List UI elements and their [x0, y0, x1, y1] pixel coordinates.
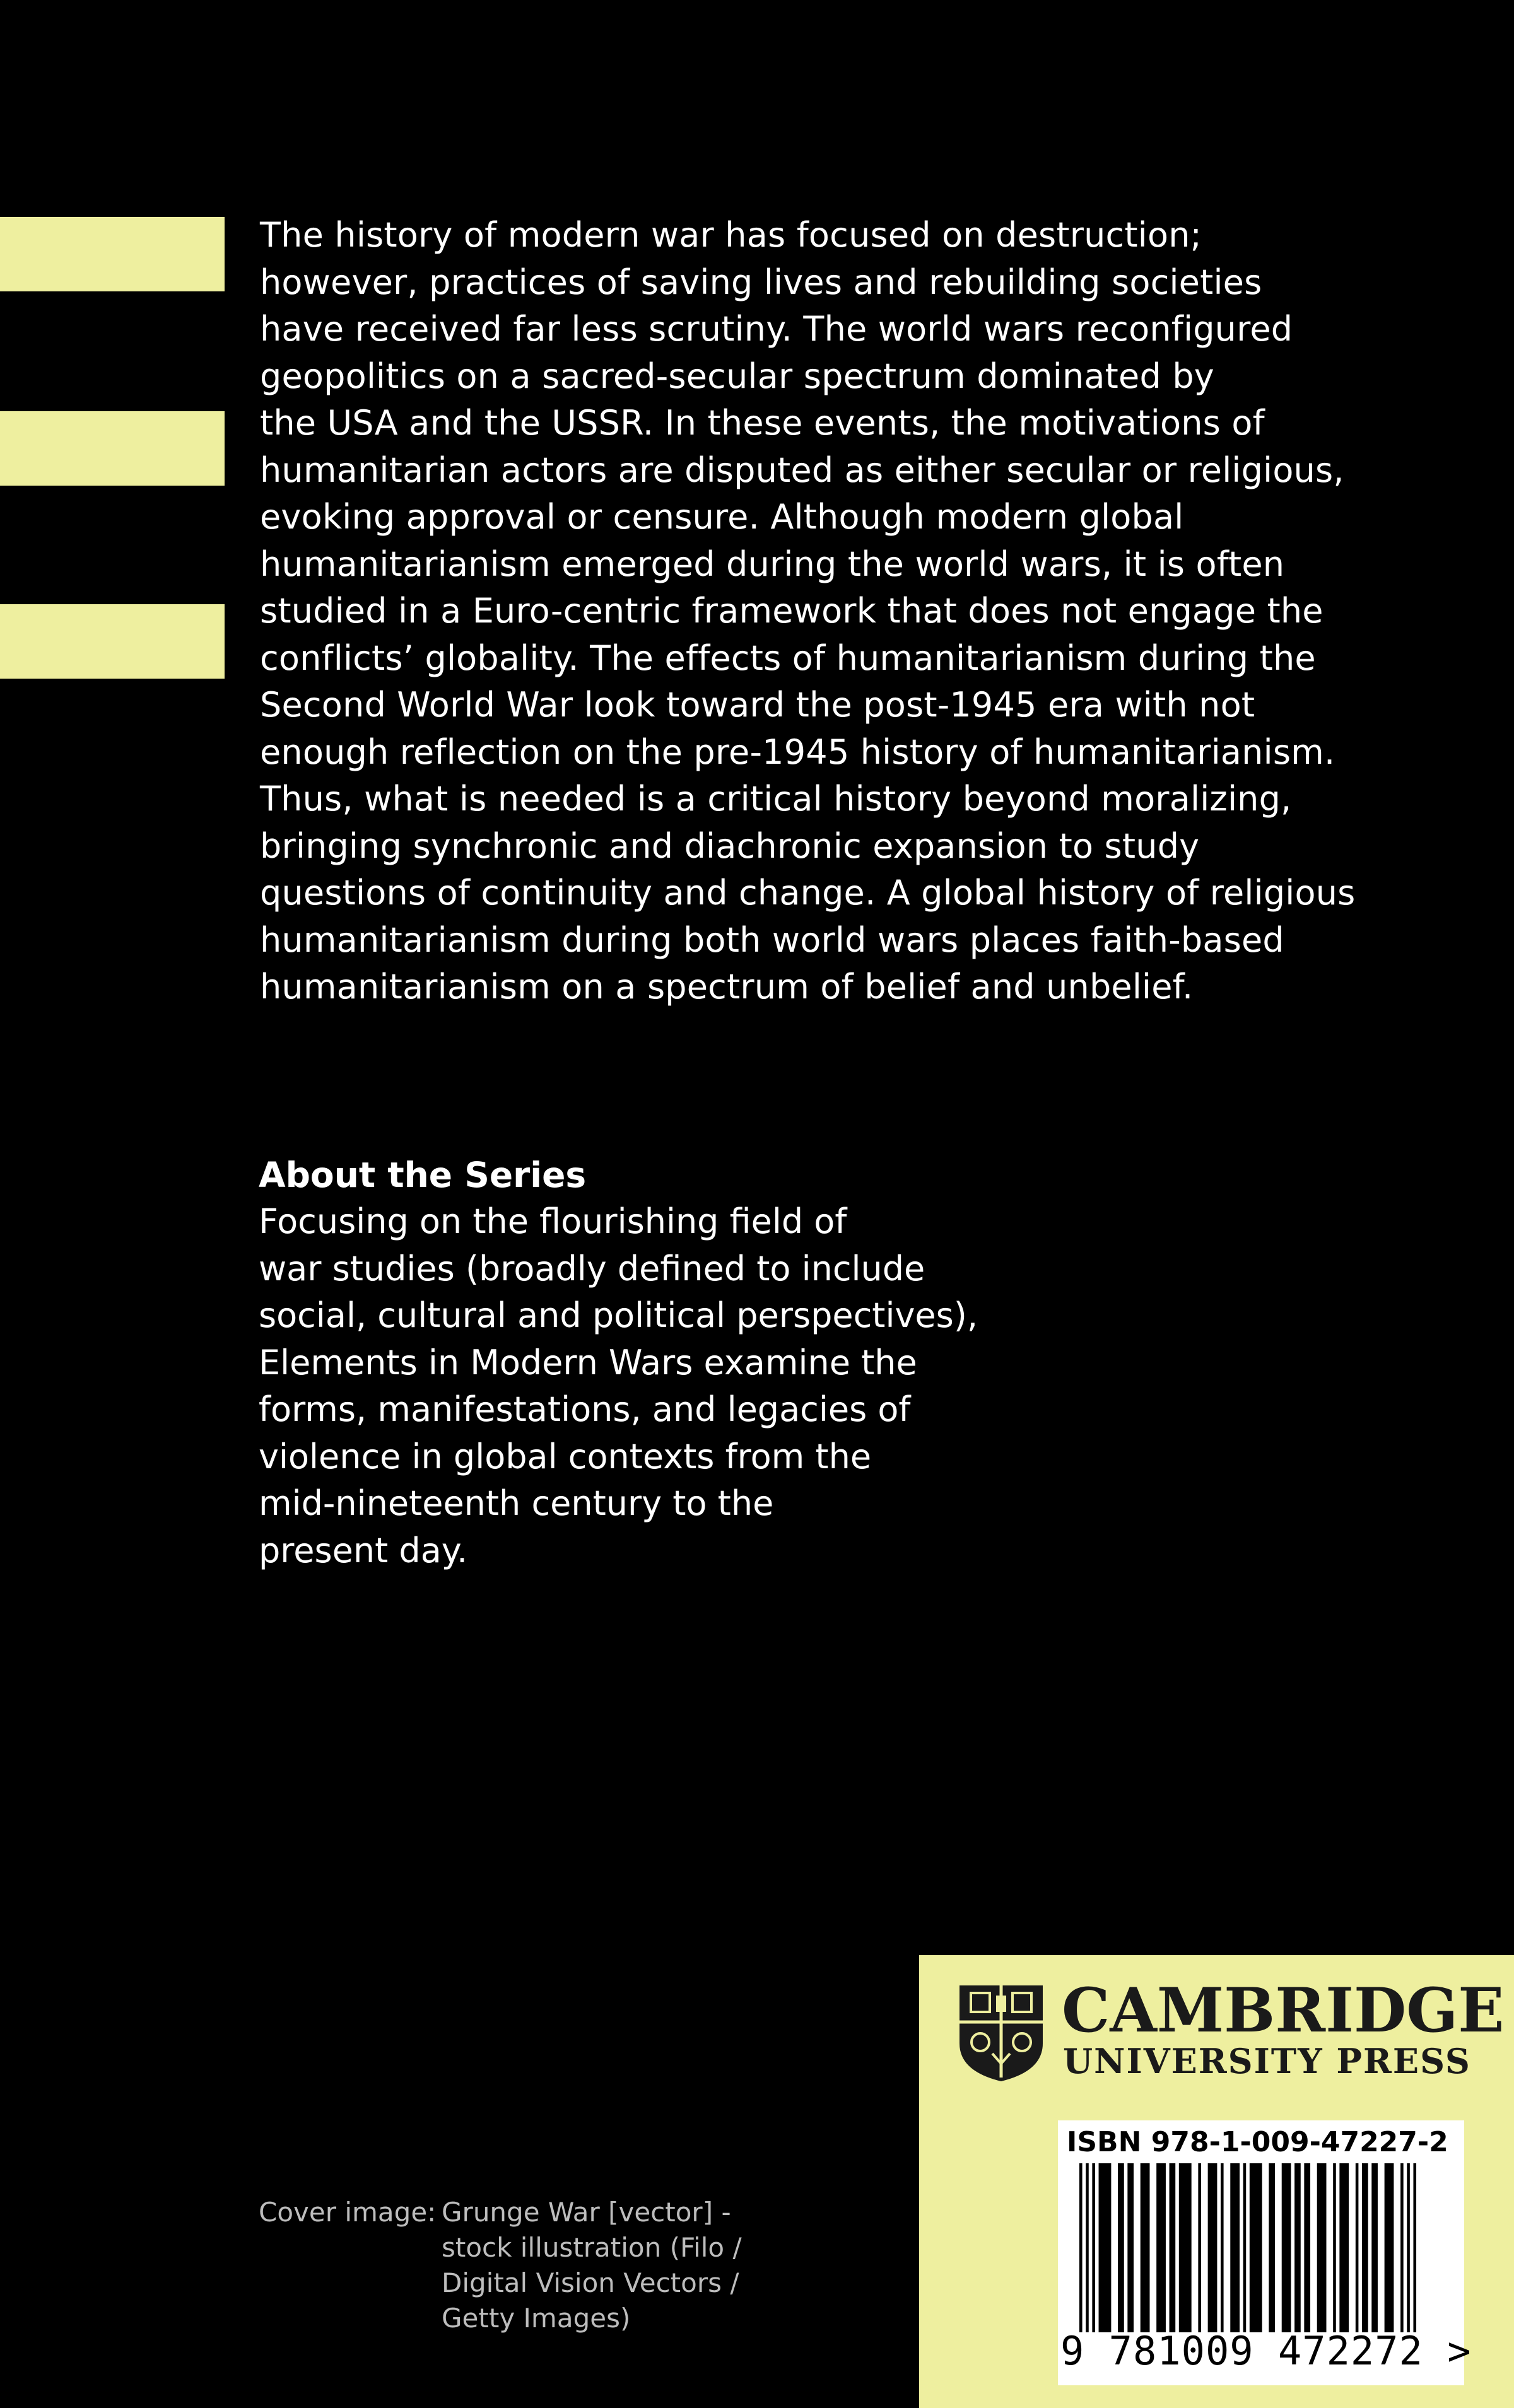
series-line: violence in global contexts from the — [259, 1436, 872, 1476]
barcode-bar — [1356, 2163, 1359, 2332]
barcode-bar — [1250, 2163, 1262, 2332]
publisher-panel — [919, 1955, 1514, 2408]
barcode-bar — [1243, 2163, 1247, 2332]
series-line: present day. — [259, 1530, 468, 1570]
barcode-bars — [1079, 2163, 1433, 2332]
blurb-line: Second World War look toward the post-1945 era with not — [260, 685, 1255, 725]
barcode-bar — [1400, 2163, 1404, 2332]
blurb-line: studied in a Euro-centric framework that does not engage the — [260, 591, 1323, 631]
barcode-bar — [1385, 2163, 1394, 2332]
barcode-bar — [1179, 2163, 1192, 2332]
blurb-line: evoking approval or censure. Although modern global — [260, 497, 1184, 537]
book-blurb — [260, 212, 1458, 1011]
barcode-bar — [1127, 2163, 1134, 2332]
barcode-bar — [1339, 2163, 1349, 2332]
series-line: mid-nineteenth century to the — [259, 1483, 774, 1523]
series-line: Focusing on the flourishing field of — [259, 1201, 847, 1241]
publisher-subtitle: UNIVERSITY PRESS — [1063, 2041, 1471, 2081]
barcode-bar — [1099, 2163, 1112, 2332]
series-description — [259, 1198, 978, 1574]
blurb-line: bringing synchronic and diachronic expansion to study — [260, 826, 1200, 866]
barcode-bar — [1407, 2163, 1410, 2332]
blurb-line: humanitarianism on a spectrum of belief and unbelief. — [260, 967, 1194, 1007]
blurb-line: humanitarianism emerged during the world wars, it is often — [260, 544, 1285, 584]
barcode-bar — [1118, 2163, 1124, 2332]
barcode-bar — [1304, 2163, 1310, 2332]
isbn-barcode — [1058, 2120, 1472, 2385]
barcode-bar — [1092, 2163, 1095, 2332]
barcode-bar — [1198, 2163, 1201, 2332]
blurb-line: enough reflection on the pre-1945 history of humanitarianism. — [260, 732, 1335, 772]
series-line: social, cultural and political perspectives), — [259, 1295, 978, 1335]
series-line: Elements in Modern Wars examine the — [259, 1342, 917, 1382]
accent-bar-middle — [0, 411, 225, 486]
blurb-line: conflicts’ globality. The effects of humanitarianism during the — [260, 638, 1316, 678]
credit-line: stock illustration (Filo / — [442, 2232, 742, 2263]
series-line: war studies (broadly defined to include — [259, 1248, 925, 1289]
barcode-bar — [1156, 2163, 1166, 2332]
accent-bar-top — [0, 217, 225, 291]
barcode-digits: 9 781009 472272 > — [1060, 2328, 1472, 2374]
cover-credit-label: Cover image: — [259, 2197, 437, 2228]
barcode-bar — [1141, 2163, 1150, 2332]
barcode-bar — [1208, 2163, 1218, 2332]
barcode-bar — [1170, 2163, 1176, 2332]
publisher-name: CAMBRIDGE — [1062, 1975, 1505, 2046]
credit-line: Getty Images) — [442, 2303, 631, 2334]
blurb-line: humanitarianism during both world wars places faith-based — [260, 920, 1284, 960]
series-line: forms, manifestations, and legacies of — [259, 1389, 911, 1429]
barcode-bar — [1269, 2163, 1275, 2332]
barcode-bar — [1362, 2163, 1368, 2332]
blurb-line: The history of modern war has focused on destruction; — [260, 215, 1202, 255]
barcode-bar — [1221, 2163, 1224, 2332]
credit-line: Digital Vision Vectors / — [442, 2267, 739, 2298]
blurb-line: Thus, what is needed is a critical history beyond moralizing, — [260, 779, 1292, 819]
barcode-bar — [1317, 2163, 1327, 2332]
isbn-label: ISBN 978-1-009-47227-2 — [1067, 2126, 1448, 2158]
barcode-bar — [1413, 2163, 1416, 2332]
accent-bar-bottom — [0, 604, 225, 679]
barcode-bar — [1230, 2163, 1240, 2332]
credit-line: Grunge War [vector] - — [442, 2197, 731, 2228]
blurb-line: however, practices of saving lives and rebuilding societies — [260, 262, 1262, 302]
series-heading: About the Series — [259, 1155, 587, 1195]
cover-credit-text — [442, 2195, 742, 2336]
blurb-line: have received far less scrutiny. The world wars reconfigured — [260, 309, 1293, 349]
barcode-bar — [1333, 2163, 1336, 2332]
blurb-line: the USA and the USSR. In these events, the motivations of — [260, 403, 1265, 443]
barcode-bar — [1371, 2163, 1378, 2332]
barcode-bar — [1282, 2163, 1291, 2332]
barcode-bar — [1079, 2163, 1083, 2332]
cambridge-crest-icon — [957, 1983, 1045, 2084]
blurb-line: geopolitics on a sacred-secular spectrum dominated by — [260, 356, 1214, 396]
barcode-bar — [1294, 2163, 1301, 2332]
barcode-bar — [1086, 2163, 1089, 2332]
blurb-line: humanitarian actors are disputed as either secular or religious, — [260, 450, 1344, 490]
blurb-line: questions of continuity and change. A global history of religious — [260, 873, 1356, 913]
